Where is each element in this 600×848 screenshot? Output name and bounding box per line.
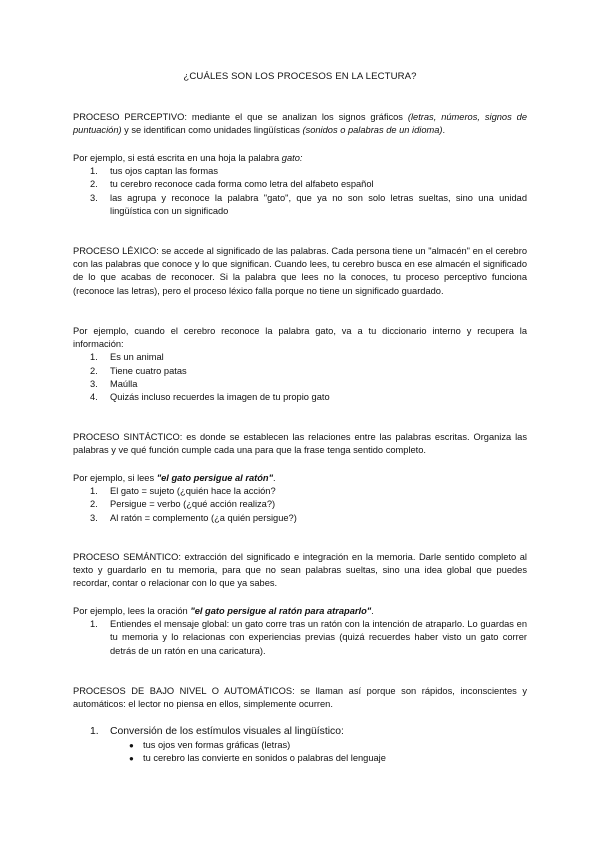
list-item: 3. Al ratón = complemento (¿a quién persigue?) xyxy=(90,512,297,523)
list-item: 3. las agrupa y reconoce la palabra "gato", que ya no son solo letras sueltas, sino una unidad lingüística con un significado xyxy=(90,192,527,216)
section-perceptivo-example xyxy=(73,152,527,218)
perceptivo-example-b: gato: xyxy=(281,153,303,163)
list-item: ● tus ojos ven formas gráficas (letras) xyxy=(73,739,527,752)
section-bajo-nivel-list xyxy=(73,725,527,765)
page-title: ¿CUÁLES SON LOS PROCESOS EN LA LECTURA? xyxy=(183,71,417,82)
perceptivo-intro-a: PROCESO PERCEPTIVO: mediante el que se analizan los signos gráficos xyxy=(73,112,408,122)
list-item: 2. tu cerebro reconoce cada forma como letra del alfabeto español xyxy=(90,179,374,190)
list-item: 3. Maúlla xyxy=(90,378,138,389)
section-semantico-intro xyxy=(73,551,527,591)
list-item: 1. Entiendes el mensaje global: un gato corre tras un ratón con la intención de atraparlo. Lo guardas en tu memoria y lo relacionas con experiencias previas (quizá recuerdes haber visto un gato correr detrás de un ratón en una caricatura). xyxy=(90,619,527,656)
list-item: 1. Es un animal xyxy=(90,352,164,363)
bullet-icon: ● xyxy=(129,754,134,764)
bajo-nivel-intro: PROCESOS DE BAJO NIVEL O AUTOMÁTICOS: se llaman así porque son rápidos, inconscientes y automáticos: el lector no piensa en ellos, simplemente ocurren. xyxy=(73,686,527,710)
list-item: 2. Persigue = verbo (¿qué acción realiza?) xyxy=(90,499,276,510)
list-item: 1. El gato = sujeto (¿quién hace la acción? xyxy=(90,486,276,497)
list-item: 2. Tiene cuatro patas xyxy=(90,365,187,376)
section-semantico-example: Por ejemplo, lees la oración "el gato persigue al ratón para atraparlo". 1. Entiendes el mensaje global: un gato corre tras un ratón con la intención de atraparlo. Lo guardas en tu memoria y lo relacionas con experiencias previas (quizá recuerdes haber visto un gato correr detrás de un ratón en una caricatura). xyxy=(73,605,527,658)
bullet-icon: ● xyxy=(129,741,134,750)
perceptivo-intro-d: (sonidos o palabras de un idioma) xyxy=(302,125,443,136)
list-item: 1. Conversión de los estímulos visuales al lingüístico: xyxy=(90,726,344,737)
semantico-example-a: Por ejemplo, lees la oración xyxy=(73,606,191,616)
sintactico-example-b: "el gato persigue al ratón" xyxy=(156,473,273,483)
list-item: ● tu cerebro las convierte en sonidos o palabras del lenguaje xyxy=(73,752,527,765)
perceptivo-example-a: Por ejemplo, si está escrita en una hoja la palabra xyxy=(73,153,282,163)
list-item: 4. Quizás incluso recuerdes la imagen de tu propio gato xyxy=(90,392,330,403)
perceptivo-intro-e: . xyxy=(442,125,446,136)
semantico-intro: PROCESO SEMÁNTICO: extracción del significado e integración en la memoria. Darle sentido completo al texto y guardarlo en tu memoria, para que no sean palabras sueltas, sino una idea global que puedes recordar, contar o relacionar con lo que ya sabes. xyxy=(73,552,527,589)
list-item: 1. tus ojos captan las formas xyxy=(90,166,218,177)
lexico-intro: PROCESO LÉXICO: se accede al significado de las palabras. Cada persona tiene un "almacén" en el cerebro con las palabras que conoce y lo que significan. Cuando lees, tu cerebro busca en ese almacén el significado de lo que acabas de reconocer. Si la palabra que lees no la conoces, tu proceso perceptivo funciona (reconoce las letras), pero el proceso léxico falla porque no tiene un significado guardado. xyxy=(73,246,527,296)
lexico-example: Por ejemplo, cuando el cerebro reconoce la palabra gato, va a tu diccionario interno y recupera la información: xyxy=(73,326,527,350)
sintactico-example-a: Por ejemplo, si lees xyxy=(73,473,157,483)
section-perceptivo-intro xyxy=(73,111,527,137)
section-bajo-nivel-intro xyxy=(73,685,527,711)
perceptivo-intro-c: y se identifican como unidades lingüísticas xyxy=(121,125,303,136)
section-lexico-example xyxy=(73,325,527,404)
perceptivo-intro-b: (letras, números, signos de puntuación) xyxy=(73,112,527,136)
semantico-example-b: "el gato persigue al ratón para atraparlo" xyxy=(190,606,372,616)
sintactico-intro: PROCESO SINTÁCTICO: es donde se establecen las relaciones entre las palabras escritas. Organiza las palabras y ve qué función cumple cada una para que la frase tenga sentido completo. xyxy=(73,432,527,456)
section-sintactico-intro xyxy=(73,431,527,457)
section-sintactico-example: Por ejemplo, si lees "el gato persigue al ratón". 1. El gato = sujeto (¿quién hace la acción? 2. Persigue = verbo (¿qué acción realiza?) 3. Al ratón = complemento (¿a quién persigue?) xyxy=(73,472,527,525)
section-lexico-intro xyxy=(73,245,527,298)
